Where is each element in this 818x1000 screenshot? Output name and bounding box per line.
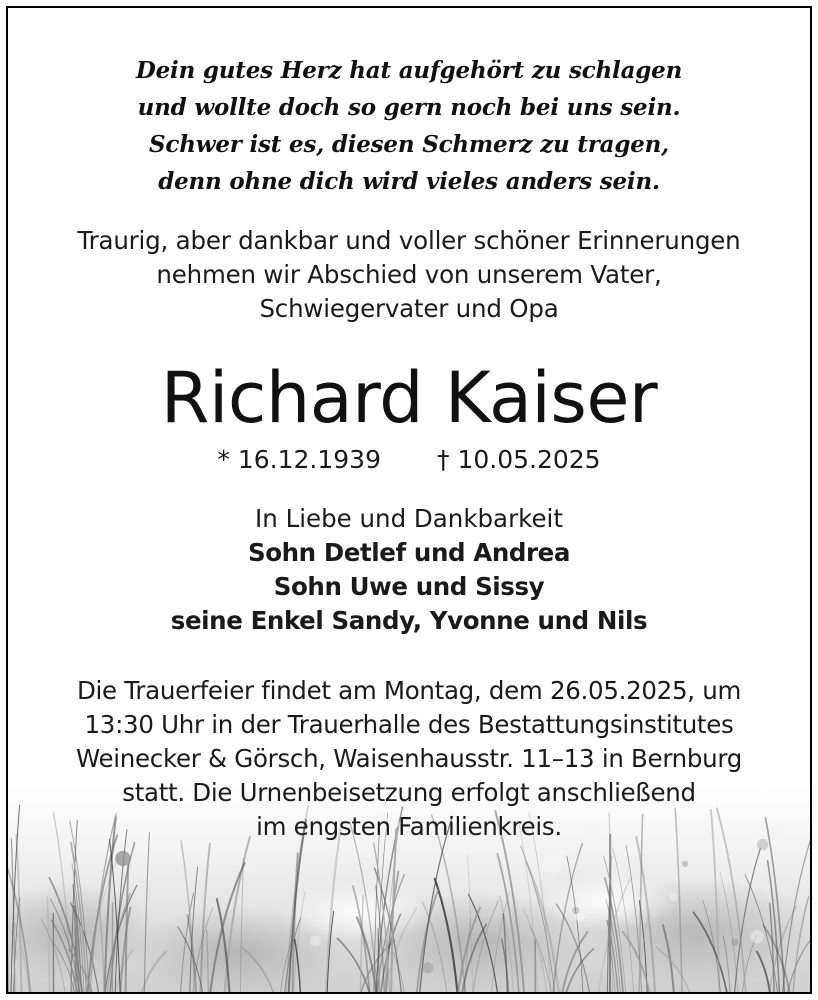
funeral-service-info xyxy=(8,674,810,844)
flower-blossom xyxy=(572,907,579,914)
flower-blossom xyxy=(115,851,130,866)
intro-line: Traurig, aber dankbar und voller schöner Erinnerungen xyxy=(77,226,741,255)
farewell-intro xyxy=(8,224,810,326)
deceased-name: Richard Kaiser xyxy=(160,357,658,439)
service-line: Weinecker & Görsch, Waisenhausstr. 11–13 in Bernburg xyxy=(76,744,742,773)
flower-blossom xyxy=(422,962,433,973)
service-line: im engsten Familienkreis. xyxy=(256,812,562,841)
poem-line: denn ohne dich wird vieles anders sein. xyxy=(158,168,660,195)
flower-blossom xyxy=(682,861,688,867)
life-dates xyxy=(8,442,810,478)
mourners-block xyxy=(8,502,810,638)
mourners-opening: In Liebe und Dankbarkeit xyxy=(255,504,563,533)
flower-blossom xyxy=(670,893,678,901)
flower-blossom xyxy=(310,936,321,947)
family-line: seine Enkel Sandy, Yvonne und Nils xyxy=(170,606,648,635)
memorial-poem xyxy=(8,52,810,200)
flower-blossom xyxy=(751,930,764,943)
family-line: Sohn Detlef und Andrea xyxy=(247,538,571,567)
birth-date: * 16.12.1939 xyxy=(217,445,381,474)
family-line: Sohn Uwe und Sissy xyxy=(273,572,545,601)
death-date: † 10.05.2025 xyxy=(437,445,601,474)
service-line: statt. Die Urnenbeisetzung erfolgt anschließend xyxy=(122,778,696,807)
obituary-frame xyxy=(6,6,812,994)
poem-line: und wollte doch so gern noch bei uns sein. xyxy=(137,94,681,121)
service-line: 13:30 Uhr in der Trauerhalle des Bestattungsinstitutes xyxy=(84,710,734,739)
service-line: Die Trauerfeier findet am Montag, dem 26.05.2025, um xyxy=(76,676,742,705)
flower-blossom xyxy=(542,853,562,873)
flower-blossom xyxy=(731,939,738,946)
poem-line: Schwer ist es, diesen Schmerz zu tragen, xyxy=(149,131,669,158)
poem-line: Dein gutes Herz hat aufgehört zu schlagen xyxy=(135,57,683,84)
intro-line: Schwiegervater und Opa xyxy=(259,294,559,323)
intro-line: nehmen wir Abschied von unserem Vater, xyxy=(156,260,662,289)
